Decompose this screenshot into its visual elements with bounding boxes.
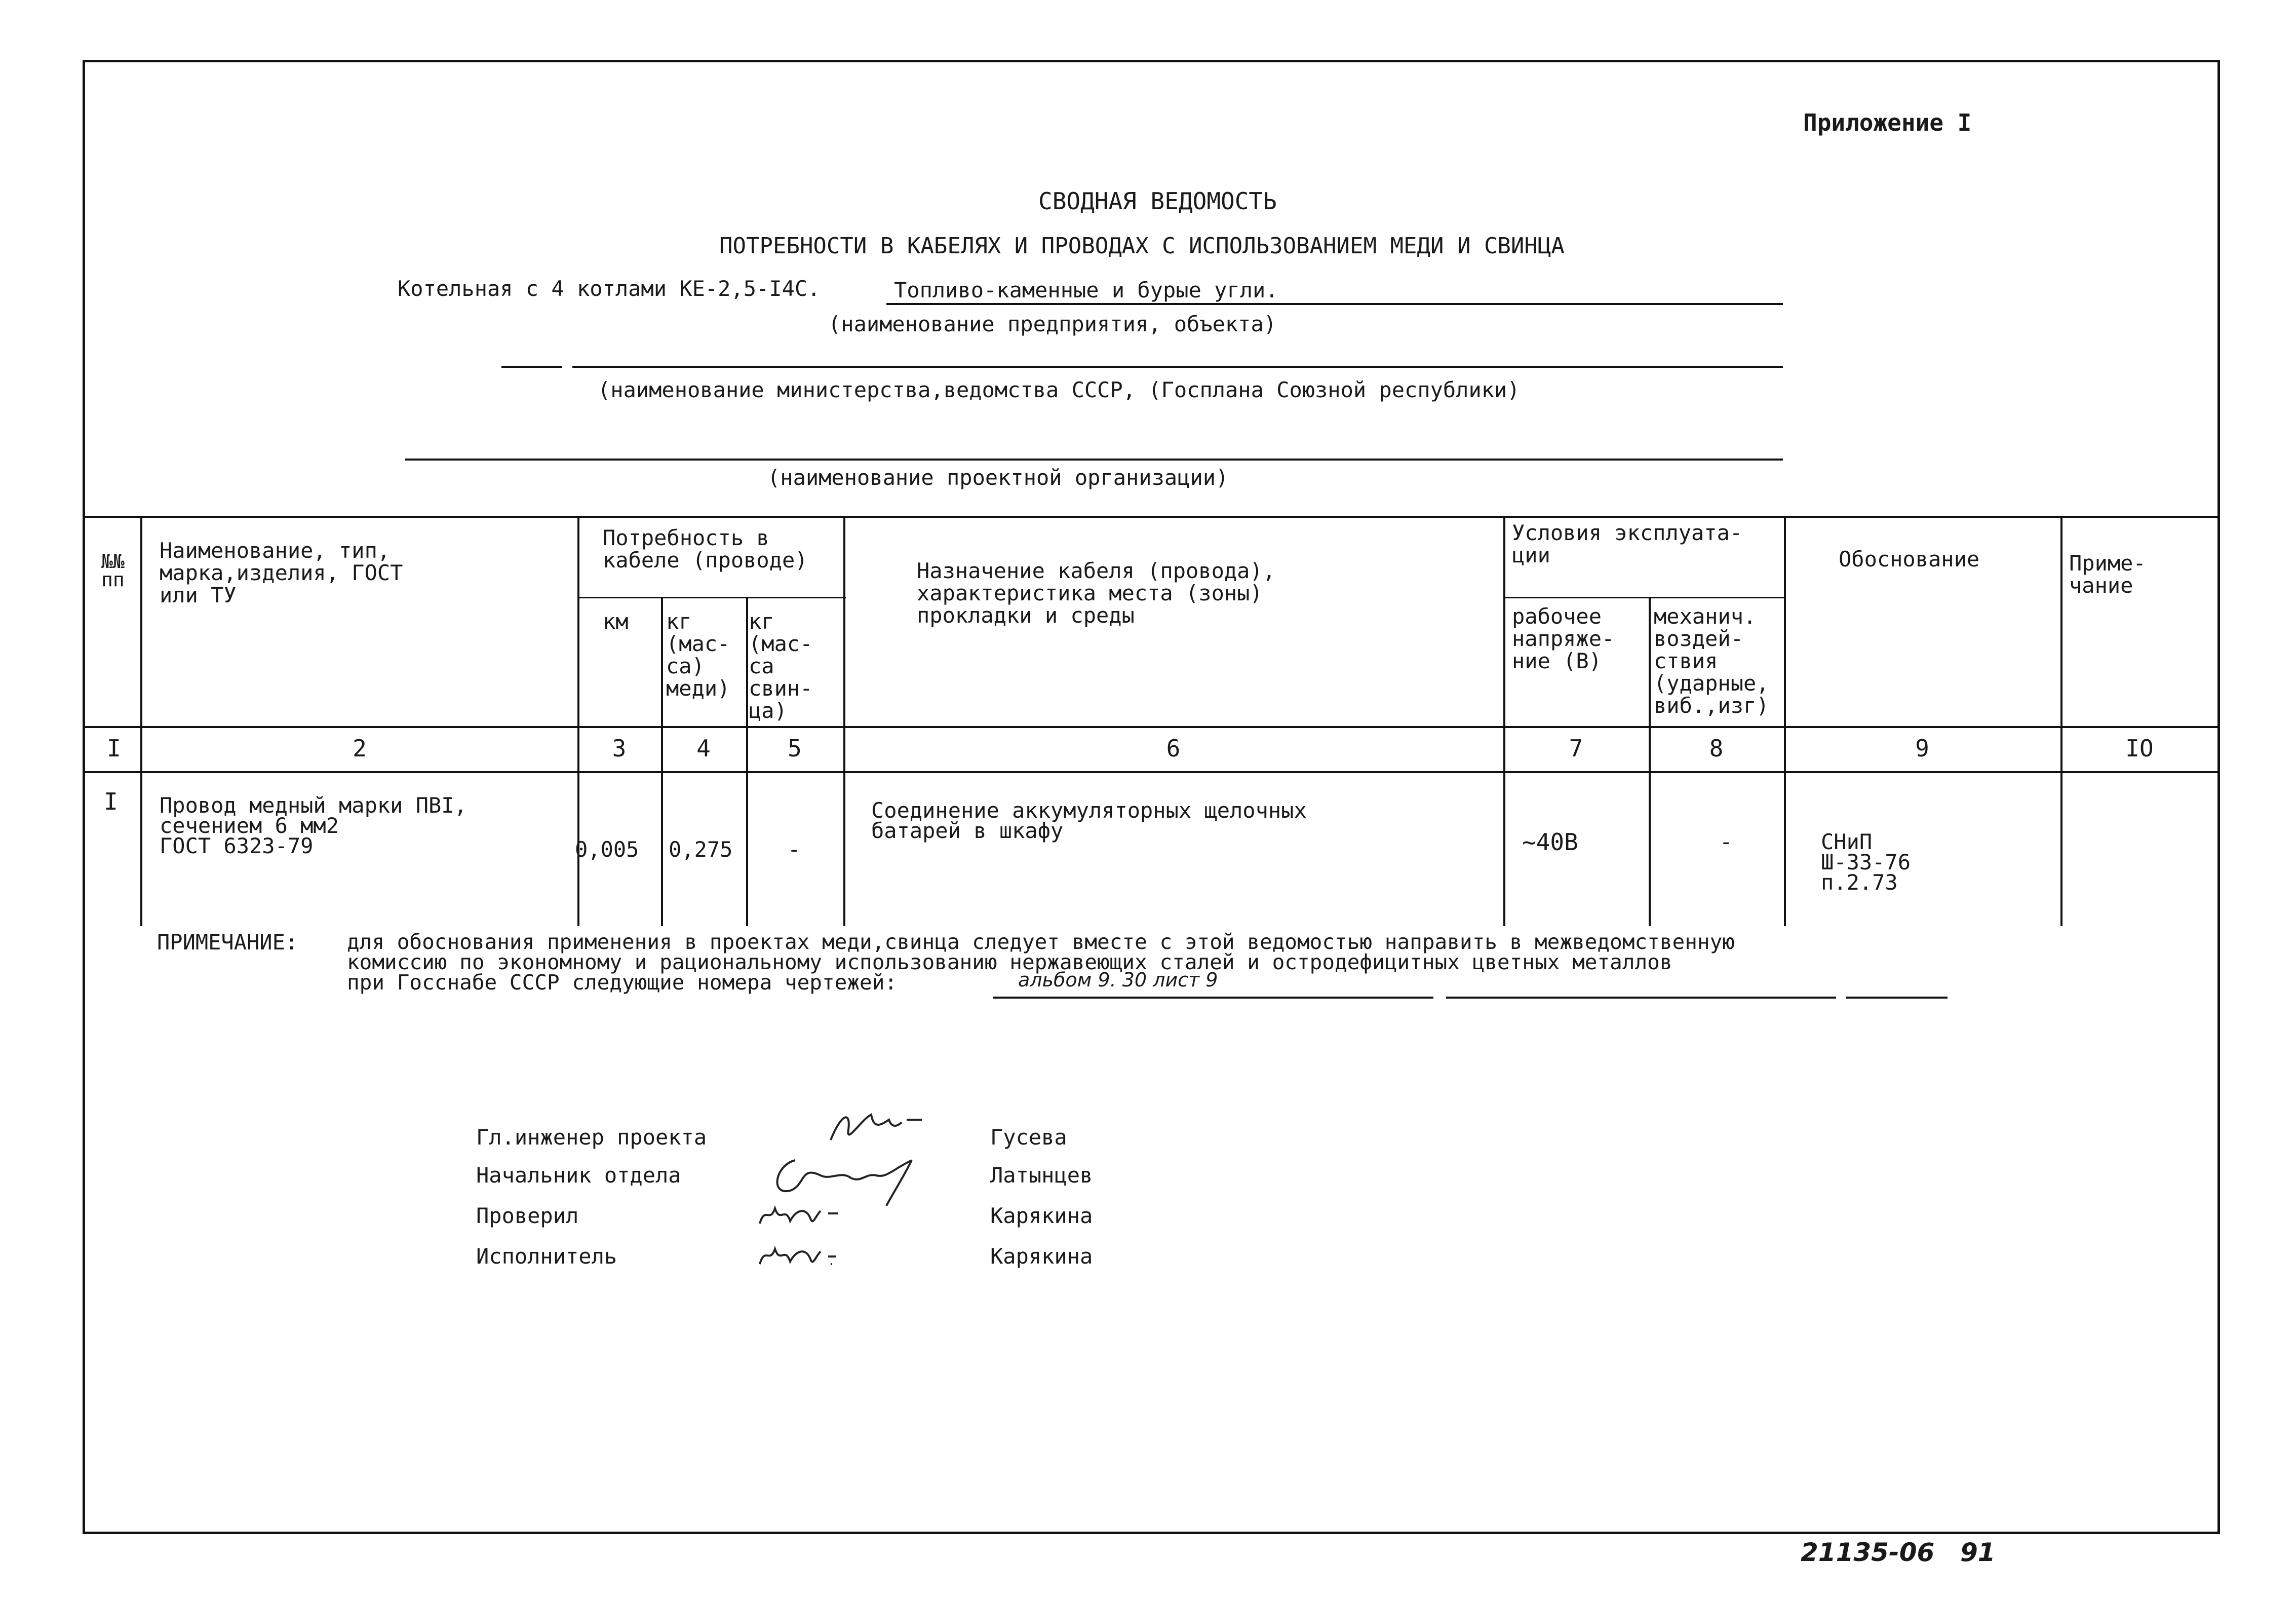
object-value: Топливо-каменные и бурые угли. <box>894 278 1278 302</box>
column-number: 6 <box>1166 735 1181 762</box>
object-caption: (наименование предприятия, объекта) <box>828 312 1277 336</box>
note-label: ПРИМЕЧАНИЕ: <box>157 930 298 955</box>
column-number: 2 <box>353 735 367 762</box>
object-label: Котельная с 4 котлами КЕ-2,5-I4С. <box>398 276 821 301</box>
row-km: 0,005 <box>575 837 639 862</box>
column-number: I <box>107 735 121 762</box>
signer-name: Карякина <box>990 1244 1093 1269</box>
column-number: 5 <box>788 735 802 762</box>
column-number: 7 <box>1569 735 1583 762</box>
header-need: Потребность в кабеле (проводе) <box>603 525 808 573</box>
column-number: 8 <box>1709 735 1724 762</box>
header-name: Наименование, тип, марка,изделия, ГОСТ или ТУ <box>160 538 403 607</box>
ministry-caption: (наименование министерства,ведомства СССР, (Госплана Союзной республики) <box>598 377 1520 402</box>
row-number: I <box>104 788 118 815</box>
drawings-underline <box>993 997 1433 999</box>
appendix-label: Приложение I <box>1803 109 1972 136</box>
drawing-code: 21135-06 <box>1801 1538 1935 1567</box>
row-purpose: Соединение аккумуляторных щелочных батарей в шкафу <box>871 798 1307 843</box>
signer-role: Проверил <box>476 1203 579 1228</box>
row-voltage: ~40В <box>1522 828 1578 856</box>
note-line-3: при Госснабе СССР следующие номера чертежей: <box>347 970 898 995</box>
header-number: №№ пп <box>101 550 125 591</box>
column-number: 9 <box>1915 735 1929 762</box>
sheet-number: 91 <box>1960 1538 1996 1567</box>
signature-mark <box>826 1104 947 1150</box>
column-number: 4 <box>696 735 711 762</box>
signer-name: Гусева <box>990 1125 1067 1150</box>
row-kg-copper: 0,275 <box>669 837 733 862</box>
signature-mark <box>755 1236 856 1272</box>
signer-name: Латынцев <box>990 1163 1093 1188</box>
drawings-underline <box>1846 997 1948 999</box>
header-kg-lead: кг (мас- са свин- ца) <box>749 609 813 723</box>
header-mechanical: механич. воздей- ствия (ударные, виб.,изг) <box>1654 604 1769 718</box>
row-mechanical: - <box>1720 829 1733 854</box>
column-number: IO <box>2125 735 2154 762</box>
signer-role: Начальник отдела <box>476 1163 681 1188</box>
note-line-2: комиссию по экономному и рациональному использованию нержавеющих сталей и остродефицитных цветных металлов <box>347 950 1672 974</box>
header-purpose: Назначение кабеля (провода), характеристика места (зоны) прокладки и среды <box>917 558 1276 628</box>
ministry-underline <box>572 366 1783 368</box>
header-basis: Обоснование <box>1839 547 1980 572</box>
object-underline <box>886 303 1783 305</box>
row-kg-lead: - <box>788 837 801 862</box>
drawings-underline <box>1446 997 1836 999</box>
page-subtitle: ПОТРЕБНОСТИ В КАБЕЛЯХ И ПРОВОДАХ С ИСПОЛЬЗОВАНИЕМ МЕДИ И СВИНЦА <box>719 233 1565 259</box>
signer-role: Исполнитель <box>476 1244 617 1269</box>
design-org-underline <box>405 459 1783 461</box>
signature-mark <box>755 1196 856 1231</box>
row-basis: СНиП Ш-33-76 п.2.73 <box>1821 829 1911 895</box>
design-org-caption: (наименование проектной организации) <box>767 465 1229 490</box>
note-line-1: для обоснования применения в проектах меди,свинца следует вместе с этой ведомостью направить в межведомственную <box>347 930 1735 954</box>
header-km: км <box>603 609 629 634</box>
header-voltage: рабочее напряже- ние (В) <box>1512 604 1615 673</box>
header-note: Приме- чание <box>2069 551 2146 598</box>
signer-role: Гл.инженер проекта <box>476 1125 707 1150</box>
header-kg-copper: кг (мас- са) меди) <box>666 609 730 701</box>
header-conditions: Условия эксплуата- ции <box>1512 520 1743 567</box>
signer-name: Карякина <box>990 1203 1093 1228</box>
ministry-underline-short <box>501 366 562 368</box>
page-title: СВОДНАЯ ВЕДОМОСТЬ <box>1038 187 1277 215</box>
column-number: 3 <box>612 735 627 762</box>
row-name: Провод медный марки ПВI, сечением 6 мм2 ГОСТ 6323-79 <box>160 793 467 858</box>
note-drawings: альбом 9. 30 лист 9 <box>1018 969 1218 991</box>
